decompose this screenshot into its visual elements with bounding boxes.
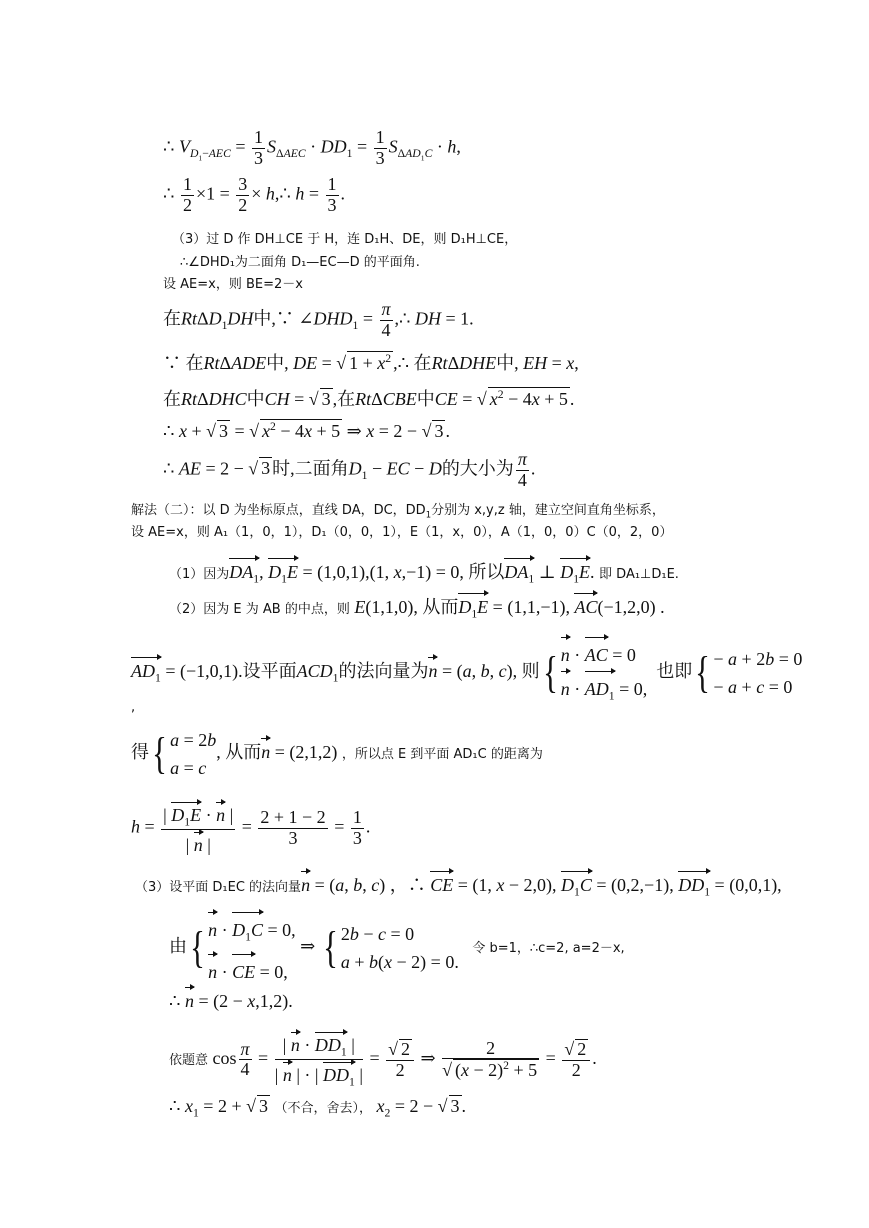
- m2-part2-line: （2）因为 E 为 AB 的中点，则 E(1,1,0), 从而$D_1E = (1,1,-1)$, AC(−1,2,0) .: [169, 591, 665, 621]
- part3-angle-statement: ∴∠DHD₁为二面角 D₁—EC—D 的平面角.: [180, 255, 420, 270]
- part3-let-ae: 设 AE=x，则 BE=2－x: [163, 277, 303, 292]
- volume-equation: ∴ $V_{D_1-AEC}$ = $\frac{1}{3}$ $S_{\Delta AEC} \cdot DD_1$ = $\frac{1}{3}$ $S_{\Delta AD_1C} \cdot h$,: [163, 127, 461, 168]
- height-equation: ∴ $\frac{1}{2}$ ×1 = $\frac{3}{2}$ × h,∴ h = $\frac{1}{3}$ .: [163, 174, 346, 215]
- m2-part1-line: （1）因为$DA_1$, $D_1E = (1,0,1),(1$, x,−1) = 0, 所以$DA_1$ ⊥ $D_1E$. 即 DA₁⊥D₁E.: [169, 556, 679, 586]
- m2-cos-condition: 依题意 cos $\frac{\pi}{4}$ = $\frac{| n \cdot DD_1 |}{| n | \cdot | DD_1 |}$ = $\frac{√ 2}{2}$ ⇒ $\frac{2}{√ (x - 2)^2 + 5}$ = $\frac{√ 2}{2}$ .: [169, 1030, 597, 1090]
- m2-solve-normal-line: 得{ a = 2b a = c, 从而n = (2,1,2) ，所以点 E 到平面 AD₁C 的距离为: [131, 729, 543, 778]
- rt-dhc-line: 在RtΔDHC中CH = √ 3 ,在RtΔCBE中CE = √ $x^2 - 4x + 5$ .: [163, 388, 575, 409]
- method2-intro-2: 设 AE=x，则 A₁（1，0，1），D₁（0，0，1），E（1，x，0），A（1，0，0）C（0，2，0）: [131, 525, 673, 540]
- m2-distance-line: h = $\frac{| D_1E \cdot n |}{| n |}$ = $\frac{2 + 1 - 2}{3}$ = $\frac{1}{3}$ .: [131, 800, 370, 856]
- method2-intro-1: 解法（二）：以 D 为坐标原点，直线 DA，DC，$DD_1$分别为 x,y,z 轴，建立空间直角坐标系，: [131, 503, 665, 520]
- m2-part3-line: （3）设平面 D₁EC 的法向量n = (a, b, c) ，∴ CE = (1, x − 2,0), $D_1C = (0,2,-1)$, $DD_1 = (0,0,1)$,: [135, 869, 782, 899]
- m2-part3-system-line: 由{ $n \cdot D_1C = 0$, n · CE = 0, ⇒ { 2b − c = 0 a + b(x − 2) = 0. 令 b=1，∴c=2, a=2－x,: [169, 910, 625, 986]
- m2-normal-result: ∴ n = (2 − x,1,2).: [169, 985, 293, 1012]
- m2-normal-vector-line: $AD_1 = (-1,0,1)$.设平面$ACD_1$的法向量为n = (a, b, c), 则{ n · AC = 0 $n \cdot AD_1 = 0$, 也即{ − a + 2b = 0 − a + c = 0: [131, 635, 802, 711]
- m2-final-roots: ∴ $x_1 = 2$ + √ 3 （不合，舍去）， $x_2 = 2$ − √ 3 .: [169, 1096, 467, 1120]
- rt-d1dh-line: 在RtΔD$_1$DH中,∵ $\angle DHD_1$ = $\frac{\pi}{4}$ ,∴ DH = 1.: [163, 299, 474, 340]
- conclusion-line: ∴ AE = 2 − √ 3 时,二面角$D_1$ − EC − D的大小为 $\frac{\pi}{4}$ .: [163, 449, 536, 490]
- stray-comma: ,: [131, 700, 136, 715]
- part3-construction: （3）过 D 作 DH⊥CE 于 H，连 D₁H、DE，则 D₁H⊥CE，: [172, 232, 518, 247]
- rt-ade-line: ∵ 在RtΔADE中, DE = √ $1 + x^2$ ,∴ 在RtΔDHE中, EH = x,: [163, 352, 579, 373]
- solve-x-line: ∴ x + √ 3 = √ $x^2 - 4x + 5$ ⇒ x = 2 − √ 3 .: [163, 420, 450, 441]
